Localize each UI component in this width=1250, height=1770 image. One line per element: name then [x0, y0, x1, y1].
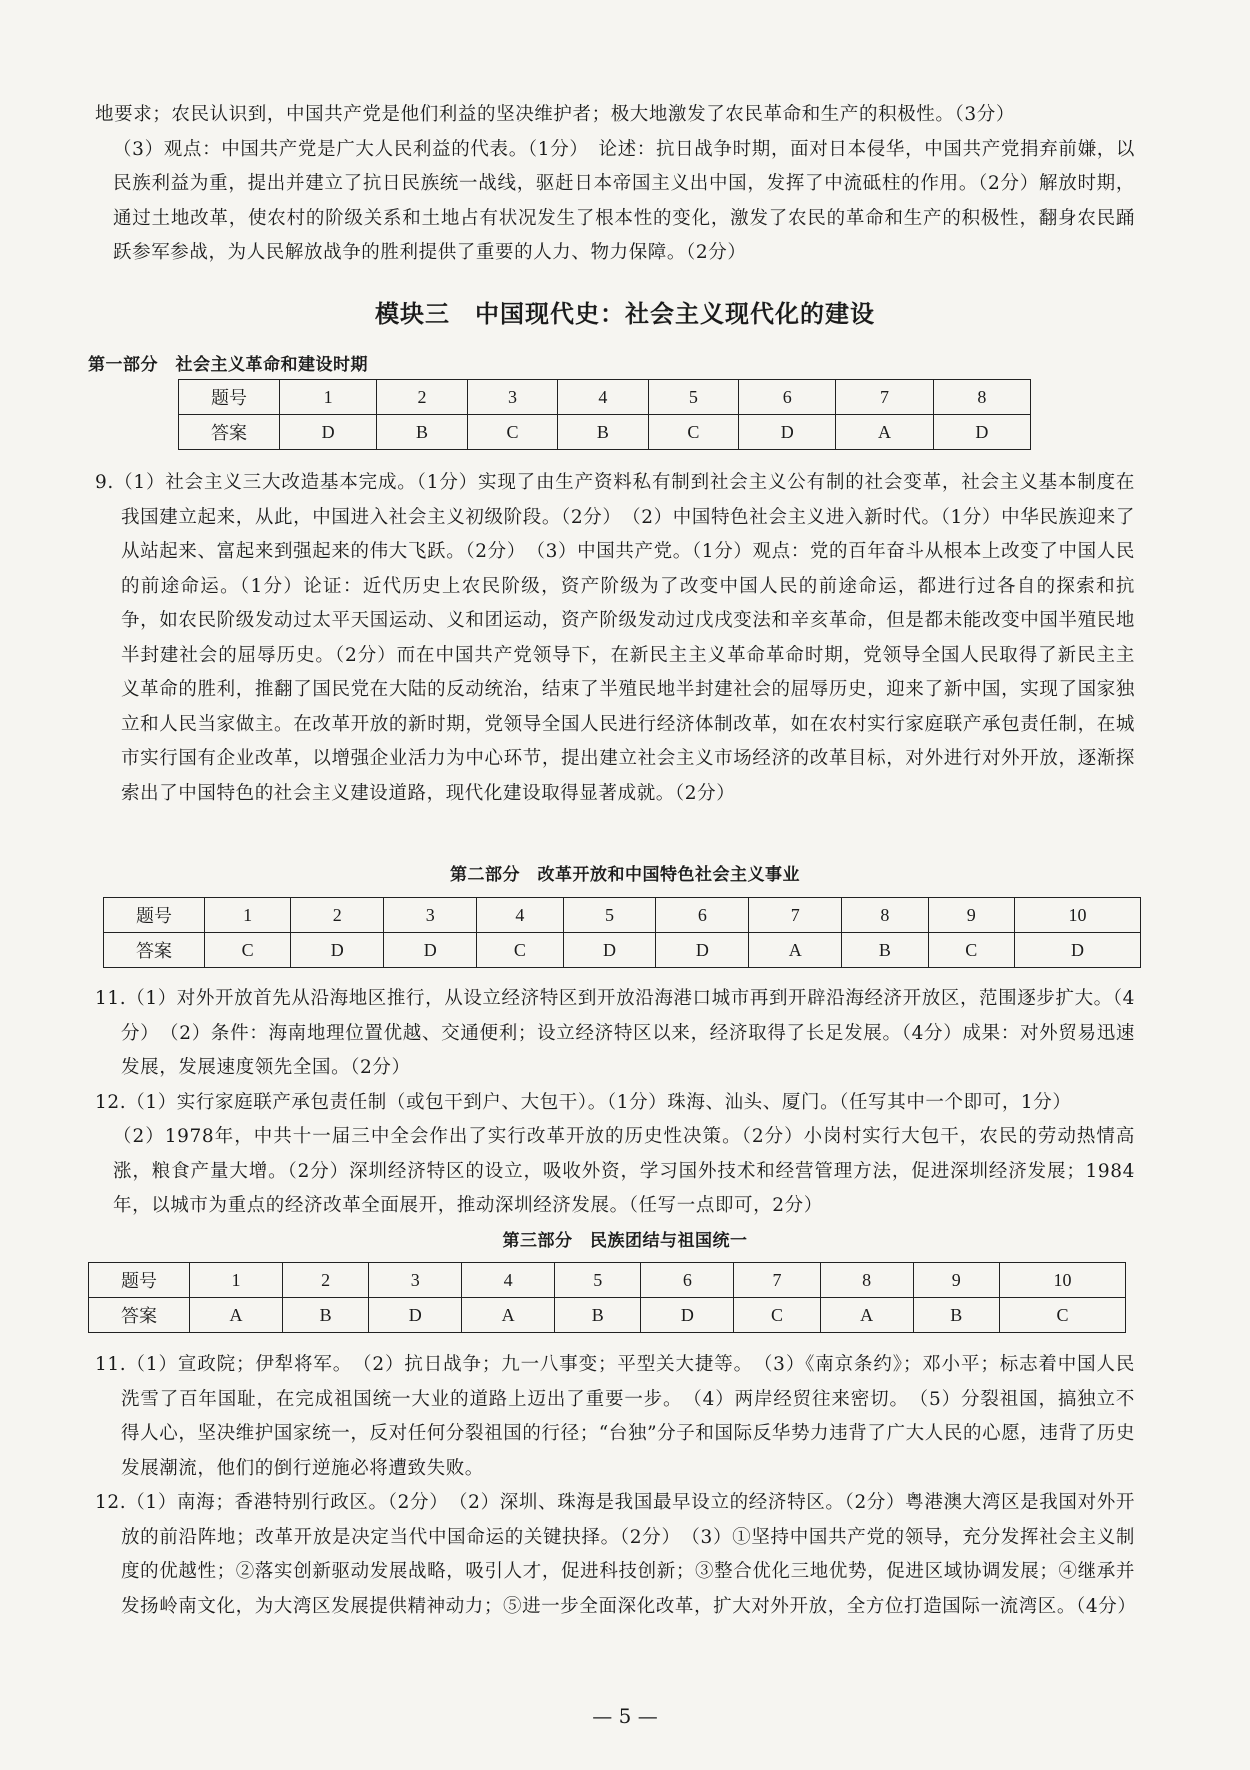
answer-cell: C — [205, 933, 291, 968]
header-label: 题号 — [179, 380, 280, 415]
answer-cell: C — [467, 415, 557, 450]
question-number: 7 — [836, 380, 933, 415]
answer-cell: A — [836, 415, 933, 450]
question-number: 10 — [999, 1263, 1125, 1298]
answer-cell: C — [477, 933, 563, 968]
answer-cell: B — [913, 1298, 999, 1333]
answer-cell: A — [462, 1298, 555, 1333]
table-header-row — [104, 898, 1141, 933]
intro-line-1: 地要求；农民认识到，中国共产党是他们利益的坚决维护者；极大地激发了农民革命和生产的积极性。（3分） — [95, 104, 1015, 125]
answer-cell: B — [282, 1298, 368, 1333]
question-number: 5 — [563, 898, 656, 933]
table-header-row — [89, 1263, 1126, 1298]
header-label: 题号 — [89, 1263, 190, 1298]
question-number: 6 — [656, 898, 749, 933]
question-number: 5 — [648, 380, 738, 415]
answer-cell: A — [820, 1298, 913, 1333]
table-answer-row — [179, 415, 1031, 450]
question-number: 2 — [291, 898, 384, 933]
intro-section — [95, 98, 1135, 271]
question-number: 3 — [384, 898, 477, 933]
answer-cell: D — [384, 933, 477, 968]
table-header-row — [179, 380, 1031, 415]
question-number: 9 — [913, 1263, 999, 1298]
question-number: 6 — [739, 380, 836, 415]
answer-cell: D — [1014, 933, 1140, 968]
answer-cell: A — [190, 1298, 283, 1333]
question-number: 2 — [282, 1263, 368, 1298]
question-number: 9 — [928, 898, 1014, 933]
part3-title: 第三部分 民族团结与祖国统一 — [502, 1231, 748, 1251]
part1-answer-table — [178, 379, 1031, 450]
answer-label: 答案 — [179, 415, 280, 450]
question-number: 4 — [462, 1263, 555, 1298]
part2-question-11: 11.（1）对外开放首先从沿海地区推行，从设立经济特区到开放沿海港口城市再到开辟沿海经济开放区，范围逐步扩大。（4分） （2）条件：海南地理位置优越、交通便利；设立经济特区以来，经济取得了长足发展。（4分）成果：对外贸易迅速发展，发展速度领先全国。（2分） — [95, 988, 1135, 1078]
question-number: 7 — [734, 1263, 820, 1298]
answer-cell: C — [928, 933, 1014, 968]
question-number: 5 — [555, 1263, 641, 1298]
answer-label: 答案 — [104, 933, 205, 968]
question-number: 3 — [467, 380, 557, 415]
answer-cell: D — [291, 933, 384, 968]
question-number: 8 — [820, 1263, 913, 1298]
part3-questions — [95, 1348, 1135, 1624]
question-number: 1 — [280, 380, 377, 415]
part2-title: 第二部分 改革开放和中国特色社会主义事业 — [450, 865, 800, 885]
answer-cell: A — [749, 933, 842, 968]
answer-cell: B — [377, 415, 467, 450]
table-answer-row — [89, 1298, 1126, 1333]
question-number: 3 — [369, 1263, 462, 1298]
question-number: 2 — [377, 380, 467, 415]
answer-cell: D — [933, 415, 1030, 450]
part1-question-9 — [95, 466, 1135, 811]
answer-cell: D — [563, 933, 656, 968]
answer-cell: B — [842, 933, 928, 968]
question-number: 7 — [749, 898, 842, 933]
question-number: 10 — [1014, 898, 1140, 933]
question-number: 8 — [933, 380, 1030, 415]
page-number: — 5 — — [592, 1704, 658, 1728]
question-9-text: 9.（1）社会主义三大改造基本完成。（1分）实现了由生产资料私有制到社会主义公有制的社会变革，社会主义基本制度在我国建立起来，从此，中国进入社会主义初级阶段。（2分） （2）中国特色社会主义进入新时代。（1分）中华民族迎来了从站起来、富起来到强起来的伟大飞跃。（2分） （3）中国共产党。（1分）观点：党的百年奋斗从根本上改变了中国人民的前途命运。（1分）论证：近代历史上农民阶级，资产阶级为了改变中国人民的前途命运，都进行过各自的探索和抗争，如农民阶级发动过太平天国运动、义和团运动，资产阶级发动过戊戌变法和辛亥革命，但是都未能改变中国半殖民地半封建社会的屈辱历史。（2分）而在中国共产党领导下，在新民主主义革命革命时期，党领导全国人民取得了新民主主义革命的胜利，推翻了国民党在大陆的反动统治，结束了半殖民地半封建社会的屈辱历史，迎来了新中国，实现了国家独立和人民当家做主。在改革开放的新时期，党领导全国人民进行经济体制改革，如在农村实行家庭联产承包责任制，在城市实行国有企业改革，以增强企业活力为中心环节，提出建立社会主义市场经济的改革目标，对外进行对外开放，逐渐探索出了中国特色的社会主义建设道路，现代化建设取得显著成就。（2分） — [95, 472, 1135, 804]
intro-point-3: （3）观点：中国共产党是广大人民利益的代表。（1分） 论述：抗日战争时期，面对日本侵华，中国共产党捐弃前嫌，以民族利益为重，提出并建立了抗日民族统一战线，驱赶日本帝国主义出中国，发挥了中流砥柱的作用。（2分）解放时期，通过土地改革，使农村的阶级关系和土地占有状况发生了根本性的变化，激发了农民的革命和生产的积极性，翻身农民踊跃参军参战，为人民解放战争的胜利提供了重要的人力、物力保障。（2分） — [113, 138, 1135, 263]
question-number: 8 — [842, 898, 928, 933]
answer-cell: B — [558, 415, 648, 450]
part2-answer-table — [103, 897, 1141, 968]
part3-question-11: 11.（1）宣政院；伊犁将军。 （2）抗日战争；九一八事变；平型关大捷等。 （3）《南京条约》；邓小平；标志着中国人民洗雪了百年国耻，在完成祖国统一大业的道路上迈出了重要一步。 （4）两岸经贸往来密切。 （5）分裂祖国，搞独立不得人心，坚决维护国家统一，反对任何分裂祖国的行径；“台独”分子和国际反华势力违背了广大人民的心愿，违背了历史发展潮流，他们的倒行逆施必将遭致失败。 — [95, 1354, 1135, 1479]
part1-title: 第一部分 社会主义革命和建设时期 — [88, 355, 368, 375]
part2-question-12-1: 12.（1）实行家庭联产承包责任制（或包干到户、大包干）。（1分）珠海、汕头、厦门。（任写其中一个即可，1分） — [95, 1091, 1072, 1113]
part3-answer-table — [88, 1262, 1126, 1333]
answer-cell: C — [734, 1298, 820, 1333]
question-number: 4 — [477, 898, 563, 933]
table-answer-row — [104, 933, 1141, 968]
question-number: 4 — [558, 380, 648, 415]
answer-cell: D — [739, 415, 836, 450]
answer-cell: D — [280, 415, 377, 450]
answer-label: 答案 — [89, 1298, 190, 1333]
answer-cell: B — [555, 1298, 641, 1333]
answer-cell: D — [369, 1298, 462, 1333]
question-number: 6 — [641, 1263, 734, 1298]
module-title: 模块三 中国现代史：社会主义现代化的建设 — [375, 300, 875, 328]
part2-question-12-2: （2）1978年，中共十一届三中全会作出了实行改革开放的历史性决策。（2分）小岗村实行大包干，农民的劳动热情高涨，粮食产量大增。（2分）深圳经济特区的设立，吸收外资，学习国外技术和经营管理方法，促进深圳经济发展；1984年，以城市为重点的经济改革全面展开，推动深圳经济发展。（任写一点即可，2分） — [113, 1126, 1135, 1216]
part2-questions — [95, 982, 1135, 1224]
answer-cell: C — [648, 415, 738, 450]
question-number: 1 — [190, 1263, 283, 1298]
answer-cell: D — [641, 1298, 734, 1333]
question-number: 1 — [205, 898, 291, 933]
header-label: 题号 — [104, 898, 205, 933]
answer-cell: D — [656, 933, 749, 968]
answer-cell: C — [999, 1298, 1125, 1333]
part3-question-12: 12.（1）南海；香港特别行政区。（2分） （2）深圳、珠海是我国最早设立的经济特区。（2分）粤港澳大湾区是我国对外开放的前沿阵地；改革开放是决定当代中国命运的关键抉择。（2分） （3）①坚持中国共产党的领导，充分发挥社会主义制度的优越性；②落实创新驱动发展战略，吸引人才，促进科技创新；③整合优化三地优势，促进区域协调发展；④继承并发扬岭南文化，为大湾区发展提供精神动力；⑤进一步全面深化改革，扩大对外开放，全方位打造国际一流湾区。（4分） — [95, 1492, 1137, 1617]
